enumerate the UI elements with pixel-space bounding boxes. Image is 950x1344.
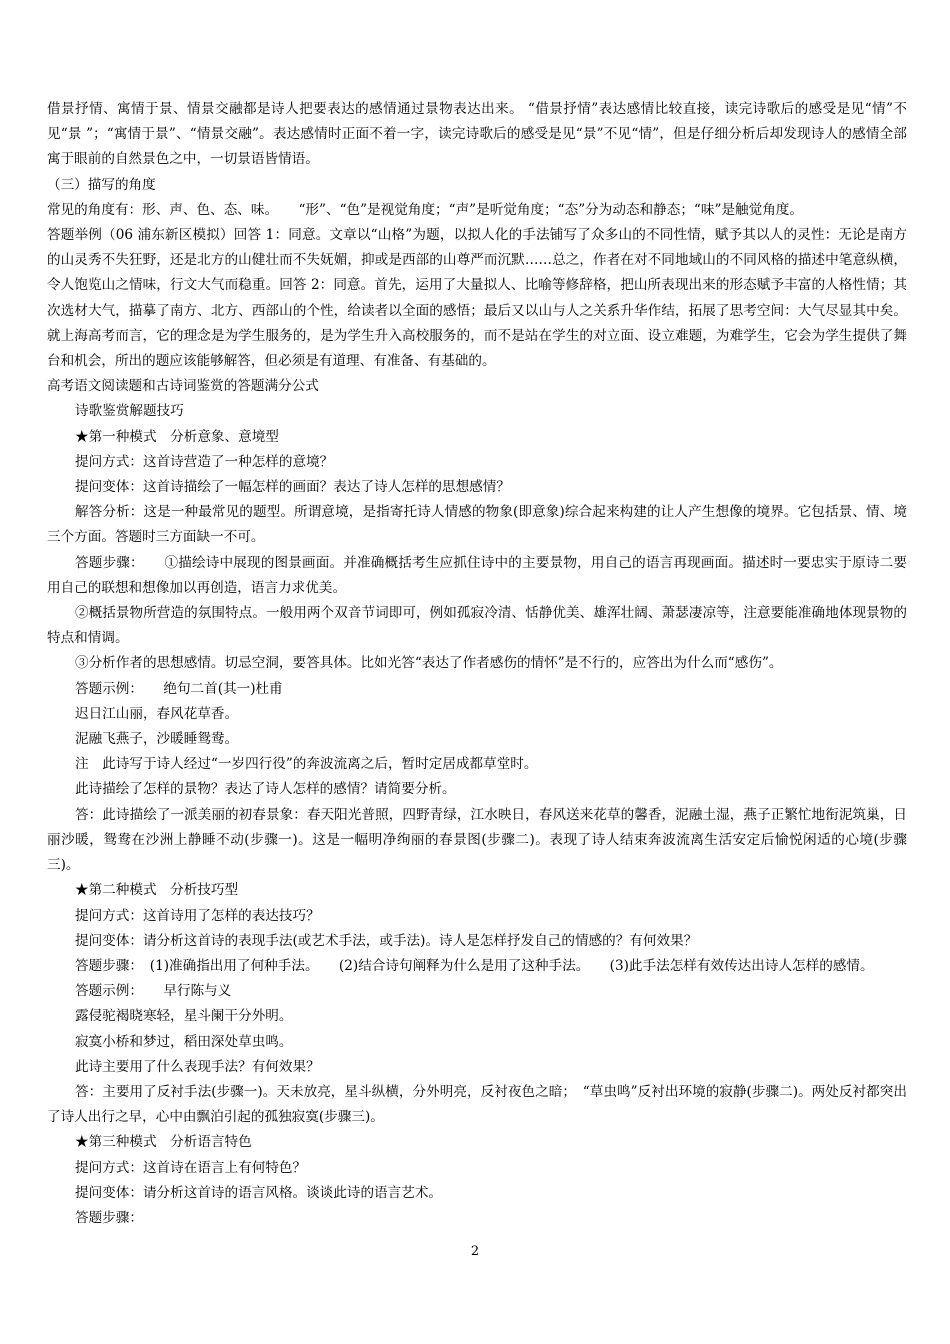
- mode-heading: ★第三种模式 分析语言特色: [75, 1134, 252, 1151]
- paragraph: 提问方式：这首诗营造了一种怎样的意境？: [75, 453, 334, 470]
- paragraph: 提问变体：请分析这首诗的语言风格。谈谈此诗的语言艺术。: [75, 1184, 443, 1201]
- paragraph: 答：此诗描绘了一派美丽的初春景象：春天阳光普照，四野青绿，江水映日，春风送来花草的馨香，泥融土湿，燕子正繁忙地衔泥筑巢，日丽沙暖，鸳鸯在沙洲上静睡不动(步骤一)。这是一幅明净绚丽的春景图(步骤二)。表现了诗人结束奔波流离生活安定后愉悦闲适的心境(步骤三)。: [47, 806, 907, 874]
- paragraph: 答题举例（06 浦东新区模拟）回答 1：同意。文章以“山格”为题，以拟人化的手法铺写了众多山的不同性情，赋予其以人的灵性：无论是南方的山灵秀不失狂野，还是北方的山健壮而不失妩媚，抑或是西部的山尊严而沉默……总之，作者在对不同地域山的不同风格的描述中笔意纵横，令人饱览山之情味，行文大气而稳重。回答 2：同意。首先，运用了大量拟人、比喻等修辞格，把山所表现出来的形态赋予丰富的人格性情；其次选材大气，描摹了南方、北方、西部山的个性，给读者以全面的感悟；最后又以山与人之关系升华作结，拓展了思考空间：大气尽显其中矣。就上海高考而言，它的理念是为学生服务的，是为学生升入高校服务的，而不是站在学生的对立面、设立难题，为难学生，它会为学生提供了舞台和机会，所出的题应该能够解答，但必须是有道理、有准备、有基础的。: [47, 227, 907, 370]
- paragraph: 提问变体：请分析这首诗的表现手法(或艺术手法，或手法)。诗人是怎样抒发自己的情感的？有何效果？: [75, 932, 698, 949]
- paragraph: 答题步骤： (1)准确指出用了何种手法。 (2)结合诗句阐释为什么是用了这种手法。 (3)此手法怎样有效传达出诗人怎样的感情。: [75, 957, 874, 974]
- paragraph: 答题步骤： ①描绘诗中展现的图景画面。并准确概括考生应抓住诗中的主要景物，用自己的语言再现画面。描述时一要忠实于原诗二要用自己的联想和想像加以再创造，语言力求优美。: [47, 554, 907, 596]
- page-number: 2: [470, 1244, 480, 1259]
- paragraph: 答题示例： 绝句二首(其一)杜甫: [75, 680, 283, 697]
- paragraph: 答题步骤：: [75, 1209, 143, 1226]
- paragraph: 注 此诗写于诗人经过“一岁四行役”的奔波流离之后，暂时定居成都草堂时。: [75, 756, 538, 773]
- section-heading: （三）描写的角度: [47, 176, 156, 193]
- paragraph: 借景抒情、寓情于景、情景交融都是诗人把要表达的感情通过景物表达出来。 “借景抒情”表达感情比较直接，读完诗歌后的感受是见“情”不见“景 ”；“寓情于景”、“情景交融”。表达感情时正面不着一字，读完诗歌后的感受是见“景”不见“情”，但是仔细分析后却发现诗人的感情全部寓于眼前的自然景色之中，一切景语皆情语。: [47, 101, 907, 168]
- subheading: 诗歌鉴赏解题技巧: [75, 403, 184, 420]
- poem-line: 露侵驼褐晓寒轻，星斗阑干分外明。: [75, 1008, 293, 1025]
- paragraph: 此诗主要用了什么表现手法？有何效果？: [75, 1058, 320, 1075]
- paragraph: 提问方式：这首诗在语言上有何特色？: [75, 1159, 307, 1176]
- poem-line: 迟日江山丽，春风花草香。: [75, 705, 239, 722]
- paragraph: ③分析作者的思想感情。切忌空洞，要答具体。比如光答“表达了作者感伤的情怀”是不行的，应答出为什么而“感伤”。: [75, 655, 783, 672]
- paragraph: 解答分析：这是一种最常见的题型。所谓意境，是指寄托诗人情感的物象(即意象)综合起来构建的让人产生想像的境界。它包括景、情、境三个方面。答题时三方面缺一不可。: [47, 504, 907, 546]
- paragraph: 此诗描绘了怎样的景物？表达了诗人怎样的感情？请简要分析。: [75, 781, 456, 798]
- poem-line: 寂寞小桥和梦过，稻田深处草虫鸣。: [75, 1033, 293, 1050]
- paragraph: 常见的角度有：形、声、色、态、味。 “形”、“色”是视觉角度；“声”是听觉角度；“态”分为动态和静态；“味”是触觉角度。: [47, 201, 803, 218]
- poem-line: 泥融飞燕子，沙暖睡鸳鸯。: [75, 731, 239, 748]
- paragraph: 提问变体：这首诗描绘了一幅怎样的画面？表达了诗人怎样的思想感情？: [75, 479, 510, 496]
- mode-heading: ★第一种模式 分析意象、意境型: [75, 428, 279, 445]
- paragraph: ②概括景物所营造的氛围特点。一般用两个双音节词即可，例如孤寂冷清、恬静优美、雄浑壮阔、萧瑟凄凉等，注意要能准确地体现景物的特点和情调。: [47, 605, 907, 647]
- paragraph: 答：主要用了反衬手法(步骤一)。天未放亮，星斗纵横，分外明亮，反衬夜色之暗； “草虫鸣”反衬出环境的寂静(步骤二)。两处反衬都突出了诗人出行之早，心中由飘泊引起的孤独寂寞(步骤三)。: [47, 1083, 907, 1126]
- paragraph: 提问方式：这首诗用了怎样的表达技巧？: [75, 907, 320, 924]
- mode-heading: ★第二种模式 分析技巧型: [75, 882, 239, 899]
- section-heading: 高考语文阅读题和古诗词鉴赏的答题满分公式: [47, 378, 319, 395]
- paragraph: 答题示例： 早行陈与义: [75, 983, 232, 1000]
- document-body: [47, 97, 907, 1231]
